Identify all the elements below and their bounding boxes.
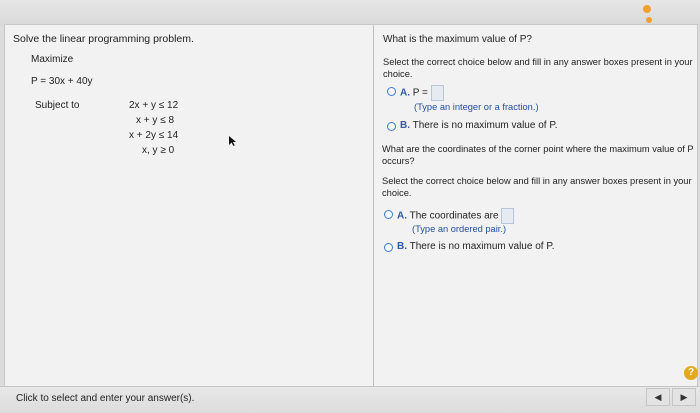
- q2-option-b-radio[interactable]: [384, 243, 393, 252]
- previous-button[interactable]: ◀: [646, 388, 670, 406]
- q2-option-a-letter: A.: [397, 210, 407, 222]
- q1-option-b-radio[interactable]: [387, 122, 396, 131]
- q1-option-a-letter: A.: [400, 87, 410, 99]
- constraint-3: x + 2y ≤ 14: [129, 130, 179, 141]
- help-icon[interactable]: ?: [684, 366, 698, 380]
- q1-option-b[interactable]: [400, 120, 558, 131]
- constraint-4: x, y ≥ 0: [142, 145, 175, 156]
- panel-divider: [373, 25, 374, 387]
- next-button[interactable]: ▶: [672, 388, 696, 406]
- status-dot-icon: [646, 17, 652, 23]
- subject-to-label: Subject to: [35, 100, 80, 111]
- q2-option-a-hint: (Type an ordered pair.): [412, 224, 507, 234]
- q1-option-b-text: There is no maximum value of P.: [412, 120, 558, 131]
- maximize-label: Maximize: [31, 54, 74, 65]
- bottom-bar: [0, 386, 700, 413]
- q1-option-b-letter: B.: [400, 120, 410, 131]
- status-dot-icon: [643, 5, 651, 13]
- q2-option-b-letter: B.: [397, 241, 407, 252]
- q2-question-1: What are the coordinates of the corner point where the maximum value of P: [382, 144, 694, 154]
- q2-option-a-text: The coordinates are: [409, 210, 499, 222]
- q1-option-a-text: P =: [412, 87, 428, 99]
- question-panel: [4, 24, 698, 388]
- answer-prompt: Click to select and enter your answer(s).: [16, 393, 195, 404]
- q1-option-a-radio[interactable]: [387, 87, 396, 96]
- q1-option-a[interactable]: [400, 85, 444, 101]
- q2-option-b-text: There is no maximum value of P.: [409, 241, 555, 252]
- q2-instruction-1: Select the correct choice below and fill in any answer boxes present in your: [382, 176, 692, 186]
- top-bar: [0, 0, 700, 26]
- q1-instruction-1: Select the correct choice below and fill in any answer boxes present in your: [383, 57, 693, 67]
- q2-option-a[interactable]: [397, 208, 514, 224]
- constraint-2: x + y ≤ 8: [136, 115, 175, 126]
- constraint-1: 2x + y ≤ 12: [129, 100, 179, 111]
- problem-title: Solve the linear programming problem.: [13, 33, 194, 45]
- mouse-cursor-icon: [227, 135, 237, 147]
- q1-answer-box[interactable]: [431, 85, 444, 101]
- q2-answer-box[interactable]: [501, 208, 514, 224]
- q2-option-b[interactable]: [397, 241, 555, 252]
- q1-instruction-2: choice.: [383, 69, 413, 79]
- q2-instruction-2: choice.: [382, 188, 412, 198]
- objective-function: P = 30x + 40y: [31, 76, 93, 87]
- q2-question-2: occurs?: [382, 156, 415, 166]
- q1-question: What is the maximum value of P?: [383, 34, 532, 45]
- q1-option-a-hint: (Type an integer or a fraction.): [414, 102, 539, 112]
- q2-option-a-radio[interactable]: [384, 210, 393, 219]
